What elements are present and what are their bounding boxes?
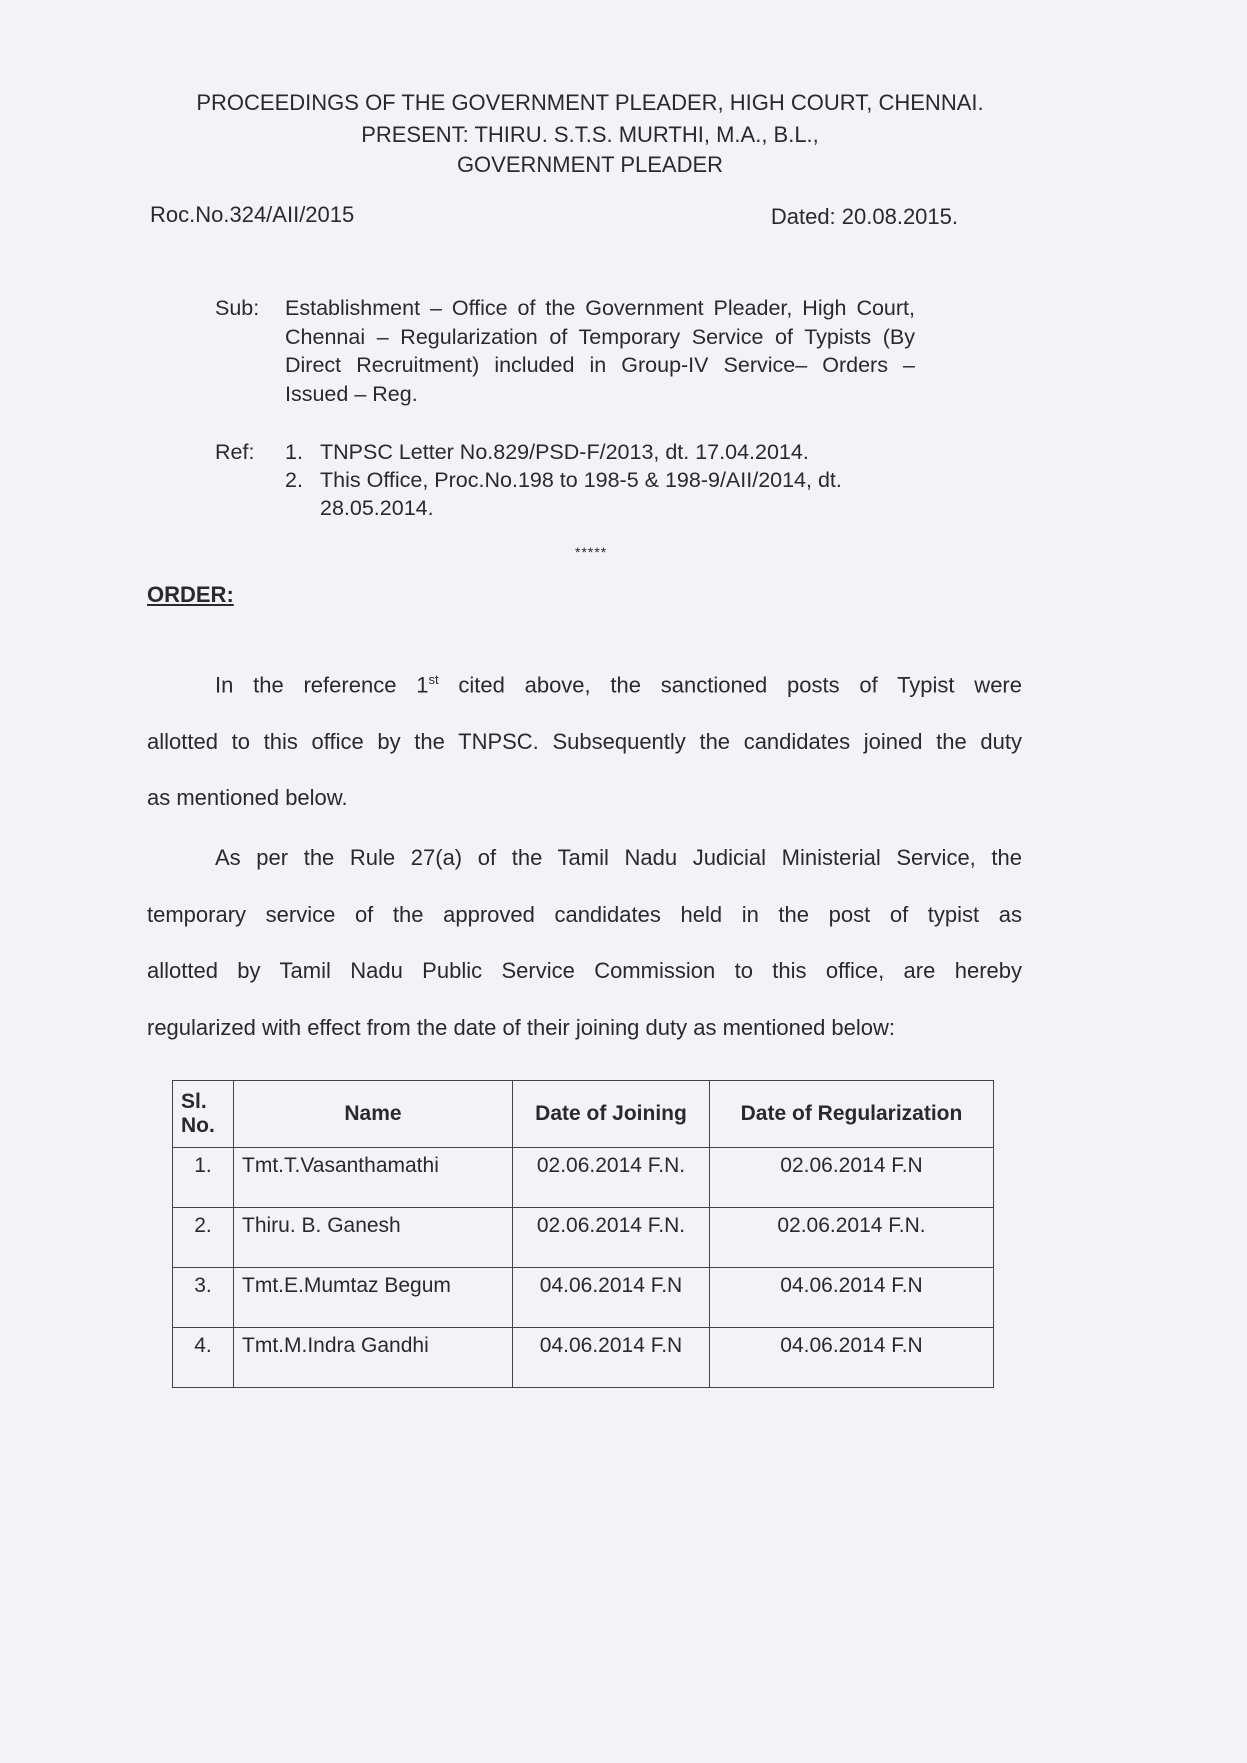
header-date-of-joining: Date of Joining bbox=[513, 1081, 710, 1148]
superscript: st bbox=[428, 672, 439, 687]
subject-text: Establishment – Office of the Government Pleader, High Court, Chennai – Regularization of Temporary Service of Typists (By Direct Recruitment) included in Group-IV Service– Orders – Issued – Reg. bbox=[285, 296, 915, 406]
subject-block bbox=[215, 294, 915, 408]
paragraph-line bbox=[147, 652, 1022, 714]
cell-date-regularization: 04.06.2014 F.N bbox=[710, 1268, 994, 1328]
separator: ***** bbox=[575, 544, 608, 560]
paragraph-line: As per the Rule 27(a) of the Tamil Nadu Judicial Ministerial Service, the bbox=[215, 845, 1022, 870]
order-heading: ORDER: bbox=[147, 582, 234, 607]
cell-date-joining: 02.06.2014 F.N. bbox=[513, 1148, 710, 1208]
cell-name: Tmt.M.Indra Gandhi bbox=[234, 1328, 513, 1388]
cell-sl-no: 2. bbox=[173, 1208, 234, 1268]
cell-name: Tmt.T.Vasanthamathi bbox=[234, 1148, 513, 1208]
cell-name: Tmt.E.Mumtaz Begum bbox=[234, 1268, 513, 1328]
reference-item bbox=[285, 466, 860, 522]
table-header-row bbox=[173, 1081, 994, 1148]
references-label: Ref: bbox=[215, 440, 255, 464]
header-sl-no: Sl. No. bbox=[173, 1081, 234, 1148]
paragraph-line: regularized with effect from the date of their joining duty as mentioned below: bbox=[147, 1014, 896, 1040]
reference-number: 2. bbox=[285, 468, 303, 492]
references-block bbox=[215, 438, 935, 522]
regularization-table bbox=[172, 1080, 994, 1388]
roc-number: Roc.No.324/AII/2015 bbox=[150, 202, 355, 227]
paragraph-line: temporary service of the approved candidates held in the post of typist as bbox=[147, 901, 1022, 927]
header-line-3: GOVERNMENT PLEADER bbox=[456, 152, 724, 177]
paragraph-line: as mentioned below. bbox=[147, 785, 348, 811]
cell-date-regularization: 04.06.2014 F.N bbox=[710, 1328, 994, 1388]
table-row bbox=[173, 1148, 994, 1208]
header-line-2: PRESENT: THIRU. S.T.S. MURTHI, M.A., B.L., bbox=[361, 122, 819, 147]
header-line-1: PROCEEDINGS OF THE GOVERNMENT PLEADER, HIGH COURT, CHENNAI. bbox=[196, 90, 984, 115]
paragraph-line: allotted to this office by the TNPSC. Subsequently the candidates joined the duty bbox=[147, 728, 1022, 754]
paragraph-2 bbox=[147, 830, 1022, 1056]
cell-name: Thiru. B. Ganesh bbox=[234, 1208, 513, 1268]
table-row bbox=[173, 1208, 994, 1268]
header-name: Name bbox=[234, 1081, 513, 1148]
cell-date-joining: 04.06.2014 F.N bbox=[513, 1328, 710, 1388]
cell-date-joining: 02.06.2014 F.N. bbox=[513, 1208, 710, 1268]
header-date-of-regularization: Date of Regularization bbox=[710, 1081, 994, 1148]
reference-number: 1. bbox=[285, 440, 303, 464]
dated: Dated: 20.08.2015. bbox=[770, 204, 958, 229]
table-row bbox=[173, 1268, 994, 1328]
text: In the reference 1 bbox=[215, 672, 429, 698]
cell-sl-no: 4. bbox=[173, 1328, 234, 1388]
subject-label: Sub: bbox=[215, 296, 260, 320]
cell-date-joining: 04.06.2014 F.N bbox=[513, 1268, 710, 1328]
cell-date-regularization: 02.06.2014 F.N bbox=[710, 1148, 994, 1208]
cell-date-regularization: 02.06.2014 F.N. bbox=[710, 1208, 994, 1268]
paragraph-1 bbox=[147, 652, 1022, 827]
cell-sl-no: 3. bbox=[173, 1268, 234, 1328]
table-row bbox=[173, 1328, 994, 1388]
text: cited above, the sanctioned posts of Typist were bbox=[438, 672, 1022, 698]
paragraph-line: allotted by Tamil Nadu Public Service Commission to this office, are hereby bbox=[147, 958, 1022, 983]
reference-text: This Office, Proc.No.198 to 198-5 & 198-9/AII/2014, dt. 28.05.2014. bbox=[320, 468, 842, 520]
cell-sl-no: 1. bbox=[173, 1148, 234, 1208]
reference-item bbox=[285, 438, 935, 466]
reference-text: TNPSC Letter No.829/PSD-F/2013, dt. 17.04.2014. bbox=[320, 440, 809, 464]
